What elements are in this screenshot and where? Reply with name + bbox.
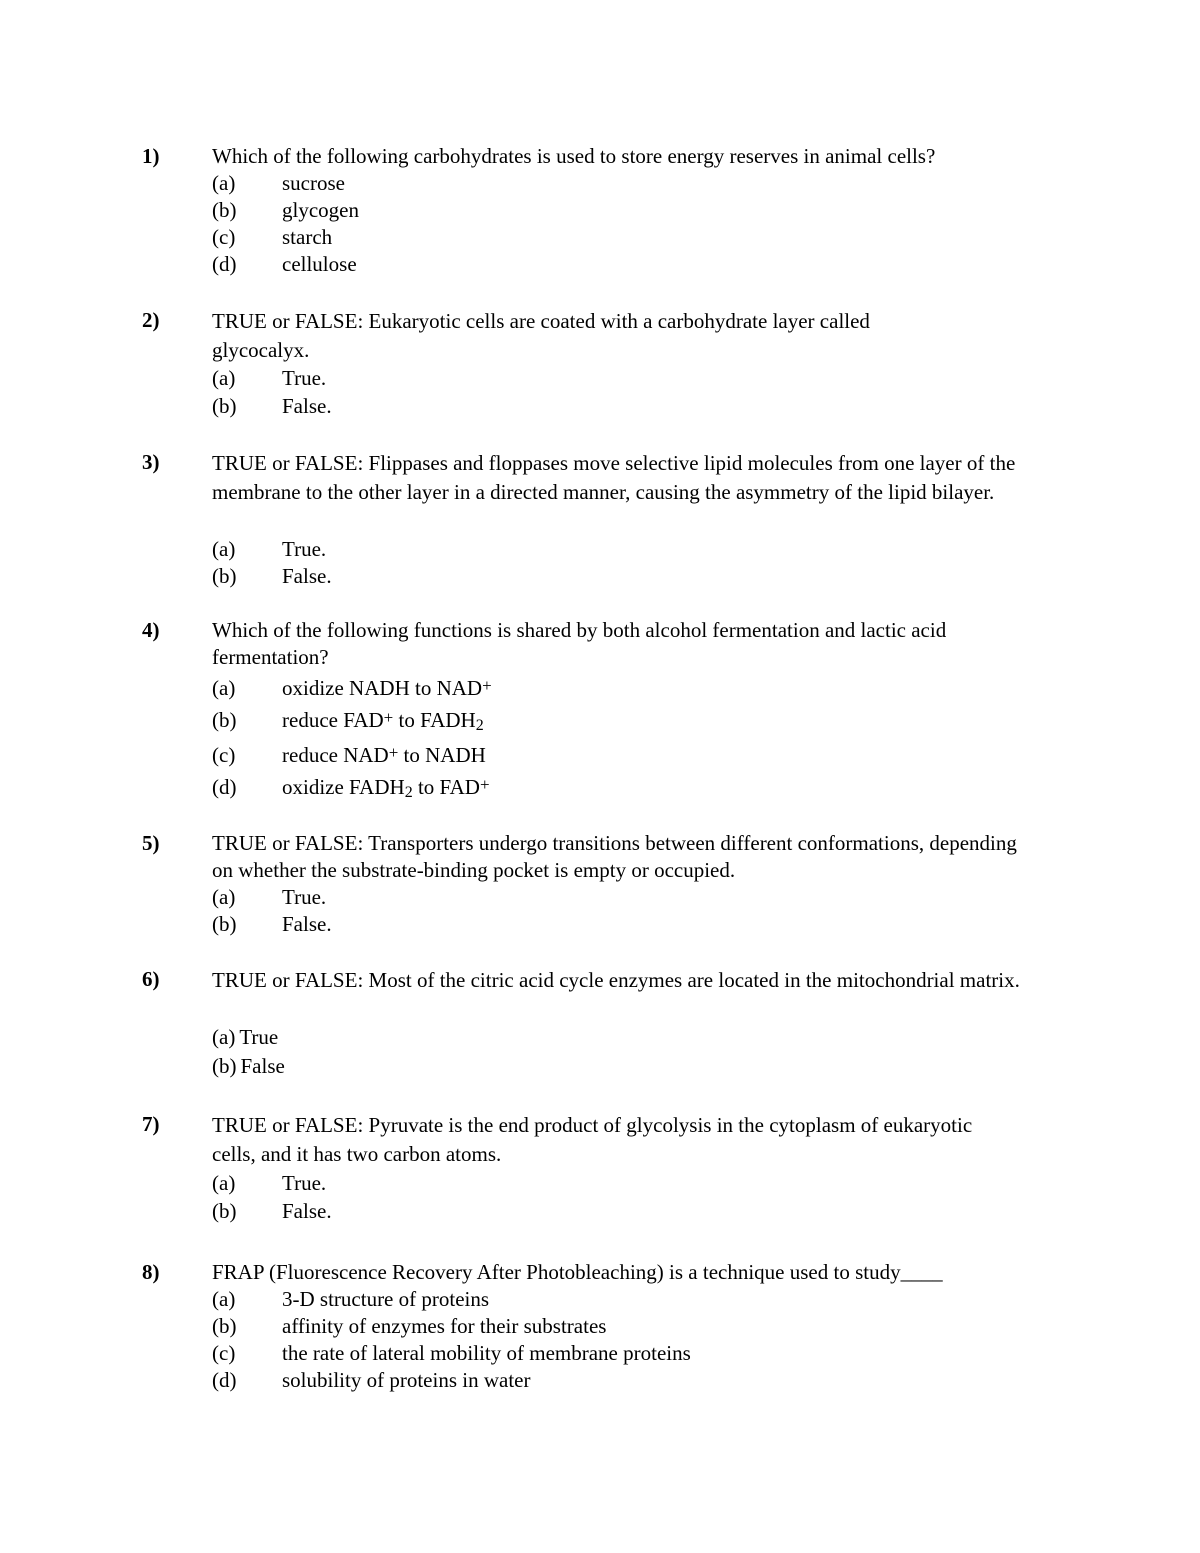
option-letter: (a) bbox=[212, 1171, 236, 1195]
answer-option bbox=[212, 1367, 1062, 1394]
option-text bbox=[282, 774, 490, 801]
formula-part: oxidize FADH bbox=[282, 775, 405, 799]
option-text: sucrose bbox=[282, 171, 345, 195]
answer-options bbox=[212, 365, 1062, 420]
option-letter: (c) bbox=[212, 1341, 236, 1365]
answer-option bbox=[212, 884, 1062, 911]
formula-part: to FADH bbox=[393, 708, 476, 732]
option-letter: (a) bbox=[212, 171, 236, 195]
question-number: 3) bbox=[142, 450, 160, 474]
superscript: + bbox=[482, 676, 492, 695]
question-text: Which of the following functions is shared by both alcohol fermentation and lactic acid fermentation? bbox=[212, 618, 947, 669]
option-letter: (b) bbox=[212, 564, 237, 588]
answer-option bbox=[212, 1170, 1062, 1198]
option-text: the rate of lateral mobility of membrane proteins bbox=[282, 1341, 691, 1365]
formula-part: to NAD bbox=[409, 676, 483, 700]
question-text: FRAP (Fluorescence Recovery After Photobleaching) is a technique used to study____ bbox=[212, 1260, 943, 1284]
answer-option bbox=[212, 707, 1062, 742]
formula-part: H bbox=[394, 676, 410, 700]
question-text: Which of the following carbohydrates is used to store energy reserves in animal cells? bbox=[212, 144, 936, 168]
answer-options bbox=[212, 170, 1062, 278]
option-text bbox=[282, 675, 492, 702]
option-letter: (b) bbox=[212, 198, 237, 222]
option-letter: (a) bbox=[212, 1287, 236, 1311]
answer-options bbox=[212, 675, 1062, 806]
question-number: 2) bbox=[142, 308, 160, 332]
answer-option bbox=[212, 197, 1062, 224]
option-text: cellulose bbox=[282, 252, 357, 276]
question-text: TRUE or FALSE: Eukaryotic cells are coated with a carbohydrate layer called glycocalyx. bbox=[212, 309, 870, 362]
question-text: TRUE or FALSE: Most of the citric acid cycle enzymes are located in the mitochondrial matrix. bbox=[212, 968, 1020, 992]
answer-option bbox=[212, 1198, 1062, 1225]
answer-option bbox=[212, 536, 1062, 563]
answer-option bbox=[212, 675, 1062, 707]
answer-options bbox=[212, 884, 1062, 938]
option-letter: (b) bbox=[212, 1054, 237, 1078]
answer-option bbox=[212, 774, 1062, 806]
question-text: TRUE or FALSE: Pyruvate is the end product of glycolysis in the cytoplasm of eukaryotic cells, and it has two carbon atoms. bbox=[212, 1113, 973, 1166]
answer-option bbox=[212, 1313, 1062, 1340]
question-text: TRUE or FALSE: Flippases and floppases move selective lipid molecules from one layer of the membrane to the other layer in a directed manner, causing the asymmetry of the lipid bilayer. bbox=[212, 451, 1016, 504]
formula-part: to NADH bbox=[398, 743, 486, 767]
option-text: False bbox=[240, 1054, 285, 1078]
question-text: TRUE or FALSE: Transporters undergo transitions between different conformations, depending on whether the substrate-binding pocket is empty or occupied. bbox=[212, 831, 1017, 882]
option-letter: (d) bbox=[212, 1368, 237, 1392]
option-text: True. bbox=[282, 1171, 327, 1195]
option-text: solubility of proteins in water bbox=[282, 1368, 531, 1392]
option-letter: (d) bbox=[212, 775, 237, 799]
subscript: 2 bbox=[475, 717, 484, 734]
answer-option bbox=[212, 742, 1062, 774]
option-letter: (b) bbox=[212, 912, 237, 936]
option-text: affinity of enzymes for their substrates bbox=[282, 1314, 607, 1338]
answer-options bbox=[212, 1024, 1062, 1080]
superscript: + bbox=[388, 743, 399, 762]
option-text: False. bbox=[282, 564, 332, 588]
option-letter: (b) bbox=[212, 1199, 237, 1223]
option-text: starch bbox=[282, 225, 333, 249]
superscript: + bbox=[383, 708, 394, 727]
option-text: False. bbox=[282, 394, 332, 418]
question-number: 1) bbox=[142, 144, 160, 168]
option-text: False. bbox=[282, 912, 332, 936]
option-text: True. bbox=[282, 537, 327, 561]
answer-options bbox=[212, 1170, 1062, 1225]
option-text bbox=[282, 742, 486, 769]
option-letter: (b) bbox=[212, 1314, 237, 1338]
option-text bbox=[282, 707, 484, 734]
option-text: True bbox=[239, 1025, 279, 1049]
answer-option bbox=[212, 563, 1062, 590]
option-letter: (b) bbox=[212, 708, 237, 732]
answer-option bbox=[212, 1024, 1062, 1053]
question-number: 8) bbox=[142, 1260, 160, 1284]
question-number: 4) bbox=[142, 618, 160, 642]
option-text: False. bbox=[282, 1199, 332, 1223]
option-letter: (c) bbox=[212, 743, 236, 767]
option-letter: (b) bbox=[212, 394, 237, 418]
formula-part: reduce NAD bbox=[282, 743, 389, 767]
answer-option bbox=[212, 1053, 1062, 1080]
option-letter: (a) bbox=[212, 537, 236, 561]
question-number: 6) bbox=[142, 967, 160, 991]
answer-option bbox=[212, 251, 1062, 278]
option-letter: (a) bbox=[212, 676, 236, 700]
option-letter: (c) bbox=[212, 225, 236, 249]
question-number: 7) bbox=[142, 1112, 160, 1136]
answer-options bbox=[212, 536, 1062, 590]
answer-option bbox=[212, 170, 1062, 197]
option-letter: (d) bbox=[212, 252, 237, 276]
formula-part: reduce FAD bbox=[282, 708, 384, 732]
answer-option bbox=[212, 393, 1062, 420]
answer-option bbox=[212, 911, 1062, 938]
answer-option bbox=[212, 365, 1062, 393]
option-letter: (a) bbox=[212, 1025, 236, 1049]
answer-option bbox=[212, 224, 1062, 251]
superscript: + bbox=[479, 775, 490, 794]
option-letter: (a) bbox=[212, 366, 236, 390]
option-text: glycogen bbox=[282, 198, 359, 222]
option-letter: (a) bbox=[212, 885, 236, 909]
formula-part: to FAD bbox=[412, 775, 480, 799]
answer-option bbox=[212, 1286, 1062, 1313]
option-text: True. bbox=[282, 366, 327, 390]
answer-option bbox=[212, 1340, 1062, 1367]
option-text: 3-D structure of proteins bbox=[282, 1287, 490, 1311]
option-text: True. bbox=[282, 885, 327, 909]
question-number: 5) bbox=[142, 831, 160, 855]
answer-options bbox=[212, 1286, 1062, 1394]
formula-part: oxidize NAD bbox=[282, 676, 395, 700]
subscript: 2 bbox=[404, 784, 413, 801]
